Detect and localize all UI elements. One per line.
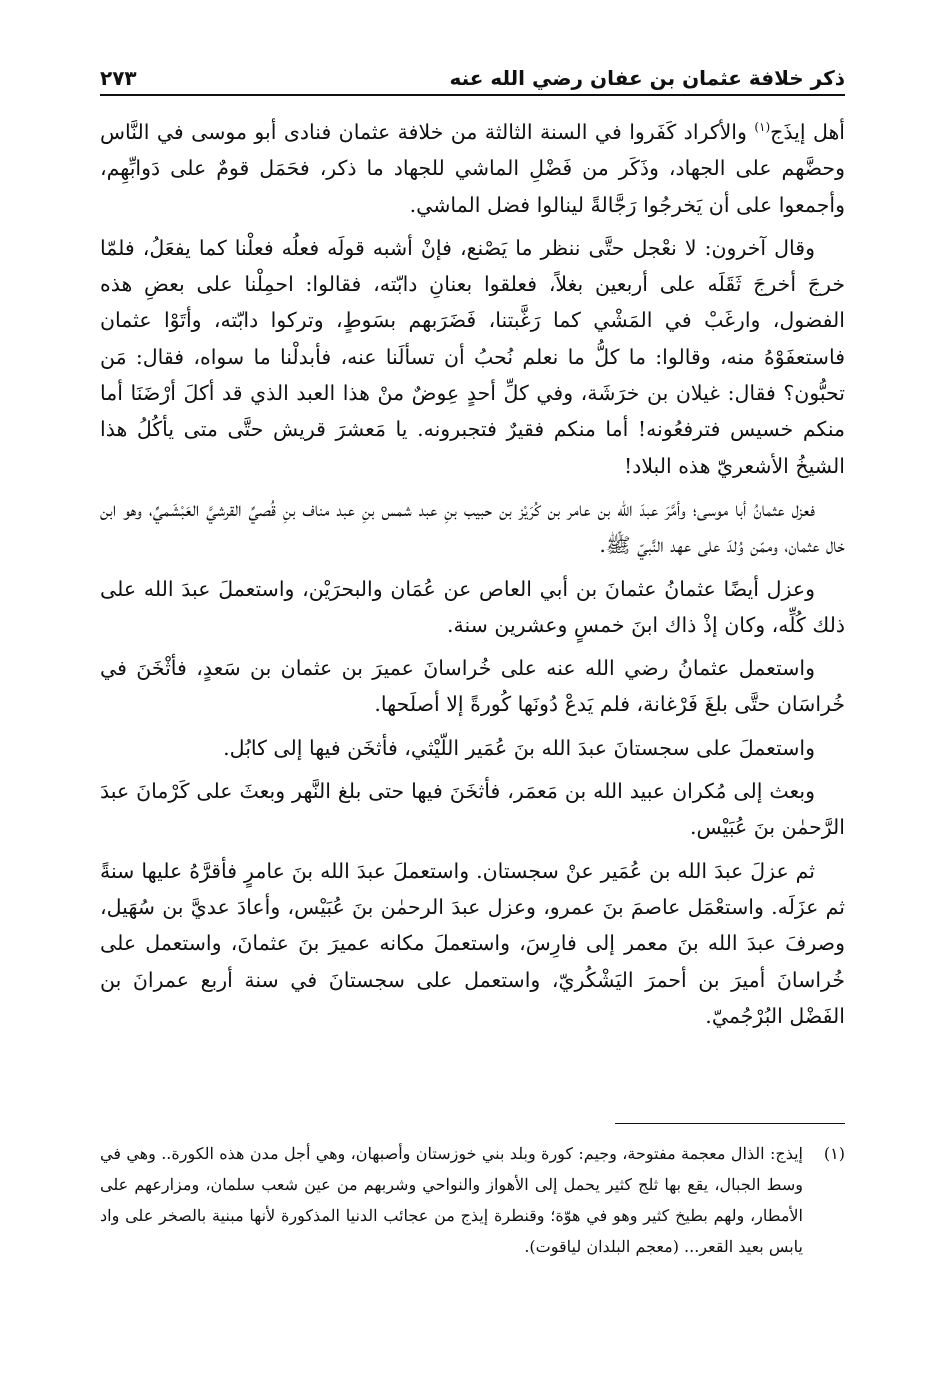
footnote: [100, 1138, 845, 1262]
paragraph-4: وعزل أيضًا عثمانُ عثمانَ بن أبي العاص عن عُمَان والبحرَيْن، واستعملَ عبدَ الله على ذلك كُلِّه، وكان إذْ ذاك ابنَ خمسٍ وعشرين سنة.: [100, 576, 845, 637]
paragraph-1-start: أهل إيذَج: [770, 120, 845, 144]
paragraph-6: واستعملَ على سجستانَ عبدَ الله بنَ عُمَير اللّيْثي، فأثخَن فيها إلى كابُل.: [223, 735, 815, 760]
footnote-number: (١): [823, 1144, 845, 1163]
footnote-reference: (١): [754, 120, 771, 135]
footnote-text: إيذج: الذال معجمة مفتوحة، وجيم: كورة وبلد بني خوزستان وأصبهان، وهي أجل مدن هذه الكورة.. وهي في وسط الجبال، يقع بها ثلج كثير يحمل إلى الأهواز والنواحي وشربهم من عين شعب سلمان، ومزارعهم على الأمطار، ولهم بطيخ كثير وهو في هوّة؛ وقنطرة إيذج من عجائب الدنيا المذكورة لأنها مبنية بالصخر على واد يابس بعيد القعر... (معجم البلدان لياقوت).: [100, 1144, 804, 1256]
running-header: [100, 58, 845, 96]
page-number: ٢٧٣: [100, 66, 137, 90]
paragraph-5: واستعمل عثمانُ رضي الله عنه على خُراسانَ عميرَ بن عثمان بن سَعدٍ، فأثْخَنَ في خُراسَان حتَّى بلغَ فَرْغانة، فلم يَدعْ دُونَها كُورةً إلا أصلَحها.: [100, 656, 845, 717]
chapter-title: ذكر خلافة عثمان بن عفان رضي الله عنه: [449, 66, 845, 90]
main-text: [100, 114, 845, 1034]
footnote-divider: [615, 1123, 845, 1124]
paragraph-2: وقال آخرون: لا نعْجل حتَّى ننظر ما يَصْنع، فإنْ أشبه قولَه فعلُه فعلْنا كما يفعَلُ، فلمّا خرجَ أخرجَ ثَقَلَه على أربعين بغلاً، فعلقوا بعنانِ دابّته، فقالوا: احمِلْنا على بعضِ هذه الفضول، وارغَبْ في المَشْي كما رَغَّبتنا، فَضَرَبهم بسَوطٍ، وتركوا دابّته، وأتَوْا عثمان فاستعفَوْهُ منه، وقالوا: ما كلُّ ما نعلم نُحبُ أن تسألَنا عنه، فأبدلْنا ما سواه، فقال: مَن تحبُّون؟ فقال: غيلان بن خرَشَة، وفي كلِّ أحدٍ عِوضٌ منْ هذا العبد الذي قد أكلَ أرْضَنَا أما منكم خسيس فترفعُونه! أما منكم فقيرٌ فتجبرونه. يا مَعشرَ قريش حتَّى متى يأكُلُ هذا الشيخُ الأشعريّ هذه البلاد!: [100, 235, 845, 478]
paragraph-3: فعزل عثمانُ أبا موسى؛ وأمَّرَ عبدَ الله بن عامر بن كُرَيْز بن حبيب بنِ عبد شمس بنِ عبد مناف بنِ قُصيِّ القرشيَّ العَبْشَميِّ، وهو ابن خال عثمان، وممّن وُلدَ على عهد النَّبيّ ﷺ.: [100, 496, 845, 558]
paragraph-1-rest: والأكراد كَفَروا في السنة الثالثة من خلافة عثمان فنادى أبو موسى في النَّاس وحضَّهم على الجهاد، وذَكَر من فَضْلِ الماشي للجهاد ما ذكر، فحَمَل قومٌ على دَوابِّهِم، وأجمعوا على أن يَخرجُوا رَجَّالةً لينالوا فضل الماشي.: [100, 120, 845, 217]
book-page: [100, 58, 845, 1348]
paragraph-8: ثم عزلَ عبدَ الله بن عُمَير عنْ سجستان. واستعملَ عبدَ الله بنَ عامرٍ فأقرَّهُ عليها سنةً ثم عزَلَه. واستعْمَل عاصمَ بنَ عمرو، وعزل عبدَ الرحمٰن بنَ عُبَيْس، وأعادَ عديَّ بن سُهَيل، وصرفَ عبدَ الله بنَ معمر إلى فارِسَ، واستعملَ مكانه عميرَ بنَ عثمانَ، واستعمل على خُراسانَ أميرَ بن أحمرَ اليَشْكُريّ، واستعمل على سجستانَ في سنة أربع عمرانَ بن الفَضْل البُرْجُميّ.: [100, 858, 845, 1028]
paragraph-7: وبعث إلى مُكران عبيد الله بن مَعمَر، فأثخَنَ فيها حتى بلغ النَّهر وبعثَ على كَرْمانَ عبدَ الرَّحمٰن بنَ عُبَيْس.: [100, 779, 845, 840]
paragraph-1: [100, 114, 845, 223]
